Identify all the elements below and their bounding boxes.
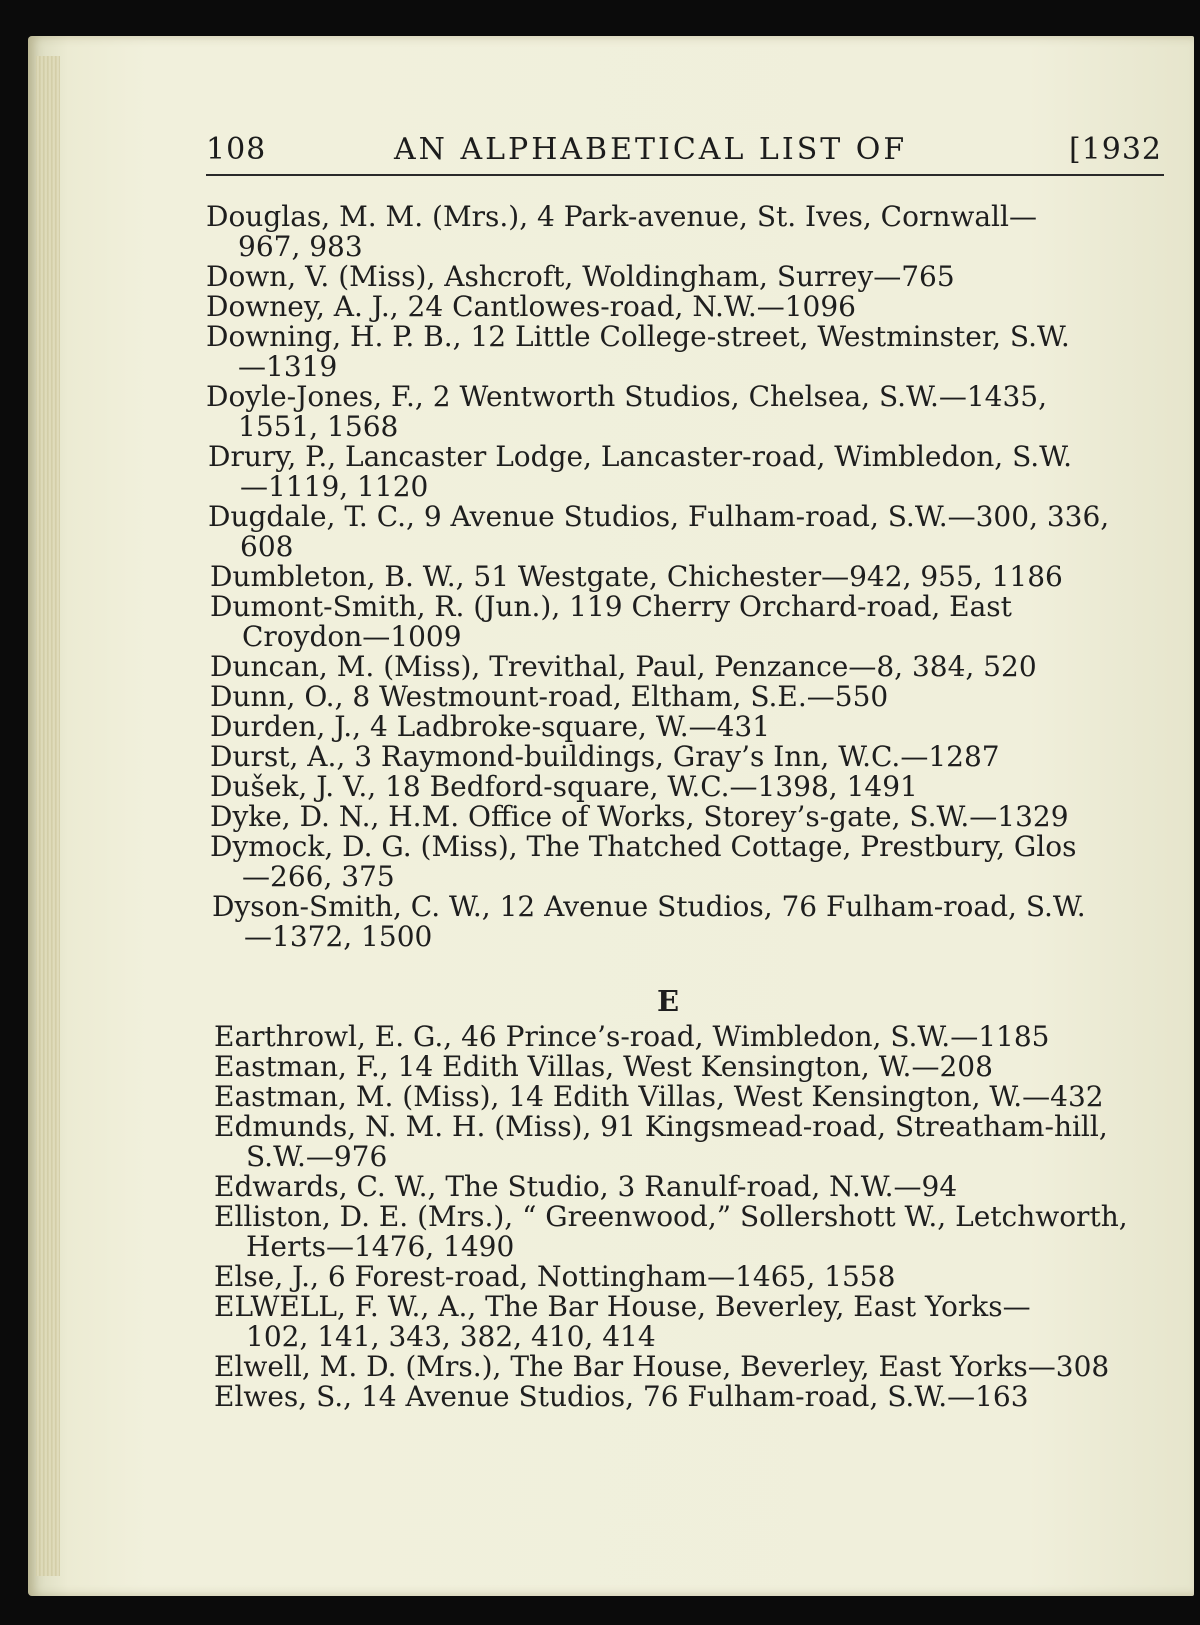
entry-line: Durden, J., 4 Ladbroke-square, W.—431 [210, 710, 771, 743]
entry-line: Douglas, M. M. (Mrs.), 4 Park-avenue, St. Ives, Cornwall— [206, 200, 1037, 233]
entry-continuation: —1319 [238, 350, 338, 383]
entry-continuation: —1372, 1500 [244, 920, 433, 953]
entry-line: Dyke, D. N., H.M. Office of Works, Storey’s-gate, S.W.—1329 [210, 800, 1069, 833]
section-letter: E [656, 984, 680, 1018]
list-entry [210, 742, 1000, 772]
list-entry [210, 802, 1069, 832]
page-content [28, 36, 1194, 1596]
list-entry [206, 292, 856, 322]
list-entry [210, 832, 1076, 892]
entry-line: Else, J., 6 Forest-road, Nottingham—1465, 1558 [214, 1260, 896, 1293]
list-entry [208, 442, 1072, 502]
list-entry [210, 772, 918, 802]
entry-continuation: —266, 375 [242, 860, 395, 893]
entry-line: Eastman, F., 14 Edith Villas, West Kensington, W.—208 [214, 1050, 993, 1083]
list-entry [206, 202, 1037, 262]
entry-continuation: Herts—1476, 1490 [246, 1230, 515, 1263]
entry-line: Dunn, O., 8 Westmount-road, Eltham, S.E.—550 [210, 680, 889, 713]
entry-line: Dyson-Smith, C. W., 12 Avenue Studios, 76 Fulham-road, S.W. [212, 890, 1086, 923]
list-entry [210, 682, 888, 712]
entry-line: Drury, P., Lancaster Lodge, Lancaster-road, Wimbledon, S.W. [208, 440, 1072, 473]
running-title: AN ALPHABETICAL LIST OF [394, 132, 908, 167]
entry-line: Elwes, S., 14 Avenue Studios, 76 Fulham-road, S.W.—163 [214, 1380, 1029, 1413]
list-entry [214, 1052, 993, 1082]
list-entry [210, 592, 1012, 652]
list-entry [210, 712, 770, 742]
entry-line: Edmunds, N. M. H. (Miss), 91 Kingsmead-road, Streatham-hill, [214, 1110, 1108, 1143]
list-entry [206, 382, 1047, 442]
entry-line: Duncan, M. (Miss), Trevithal, Paul, Penzance—8, 384, 520 [210, 650, 1037, 683]
entry-line: ELWELL, F. W., A., The Bar House, Beverley, East Yorks— [214, 1290, 1031, 1323]
entry-line: Dušek, J. V., 18 Bedford-square, W.C.—1398, 1491 [210, 770, 918, 803]
list-entry [214, 1022, 1049, 1052]
entry-line: Downing, H. P. B., 12 Little College-street, Westminster, S.W. [206, 320, 1070, 353]
entry-continuation: Croydon—1009 [242, 620, 462, 653]
list-entry [214, 1382, 1029, 1412]
entry-line: Dumont-Smith, R. (Jun.), 119 Cherry Orchard-road, East [210, 590, 1012, 623]
list-entry [214, 1352, 1109, 1382]
list-entry [206, 322, 1070, 382]
page-number: 108 [206, 132, 267, 167]
list-entry [206, 262, 955, 292]
entry-line: Down, V. (Miss), Ashcroft, Woldingham, Surrey—765 [206, 260, 955, 293]
entry-line: Downey, A. J., 24 Cantlowes-road, N.W.—1096 [206, 290, 856, 323]
entry-line: Elwell, M. D. (Mrs.), The Bar House, Beverley, East Yorks—308 [214, 1350, 1110, 1383]
list-entry [212, 892, 1086, 952]
entry-continuation: —1119, 1120 [240, 470, 429, 503]
entry-continuation: 1551, 1568 [238, 410, 399, 443]
entry-continuation: 608 [240, 530, 294, 563]
entry-line: Edwards, C. W., The Studio, 3 Ranulf-road, N.W.—94 [214, 1170, 958, 1203]
entry-line: Dugdale, T. C., 9 Avenue Studios, Fulham-road, S.W.—300, 336, [208, 500, 1110, 533]
entry-continuation: 102, 141, 343, 382, 410, 414 [246, 1320, 656, 1353]
list-entry [214, 1082, 1104, 1112]
page-header [206, 124, 1164, 176]
entry-line: Dymock, D. G. (Miss), The Thatched Cottage, Prestbury, Glos [210, 830, 1077, 863]
list-entry [214, 1202, 1128, 1262]
book-page [28, 36, 1194, 1596]
entry-line: Earthrowl, E. G., 46 Prince’s-road, Wimbledon, S.W.—1185 [214, 1020, 1050, 1053]
list-entry [214, 1112, 1108, 1172]
entry-continuation: S.W.—976 [246, 1140, 388, 1173]
list-entry [210, 562, 1063, 592]
list-entry [214, 1172, 957, 1202]
entry-line: Elliston, D. E. (Mrs.), “ Greenwood,” Sollershott W., Letchworth, [214, 1200, 1128, 1233]
entry-line: Durst, A., 3 Raymond-buildings, Gray’s Inn, W.C.—1287 [210, 740, 1000, 773]
entry-line: Eastman, M. (Miss), 14 Edith Villas, West Kensington, W.—432 [214, 1080, 1104, 1113]
list-entry [214, 1292, 1031, 1352]
list-entry [208, 502, 1109, 562]
entry-continuation: 967, 983 [238, 230, 363, 263]
list-entry [214, 1262, 895, 1292]
year-label: [1932 [1068, 132, 1162, 167]
entry-line: Doyle-Jones, F., 2 Wentworth Studios, Chelsea, S.W.—1435, [206, 380, 1048, 413]
list-entry [210, 652, 1037, 682]
entry-line: Dumbleton, B. W., 51 Westgate, Chichester—942, 955, 1186 [210, 560, 1063, 593]
